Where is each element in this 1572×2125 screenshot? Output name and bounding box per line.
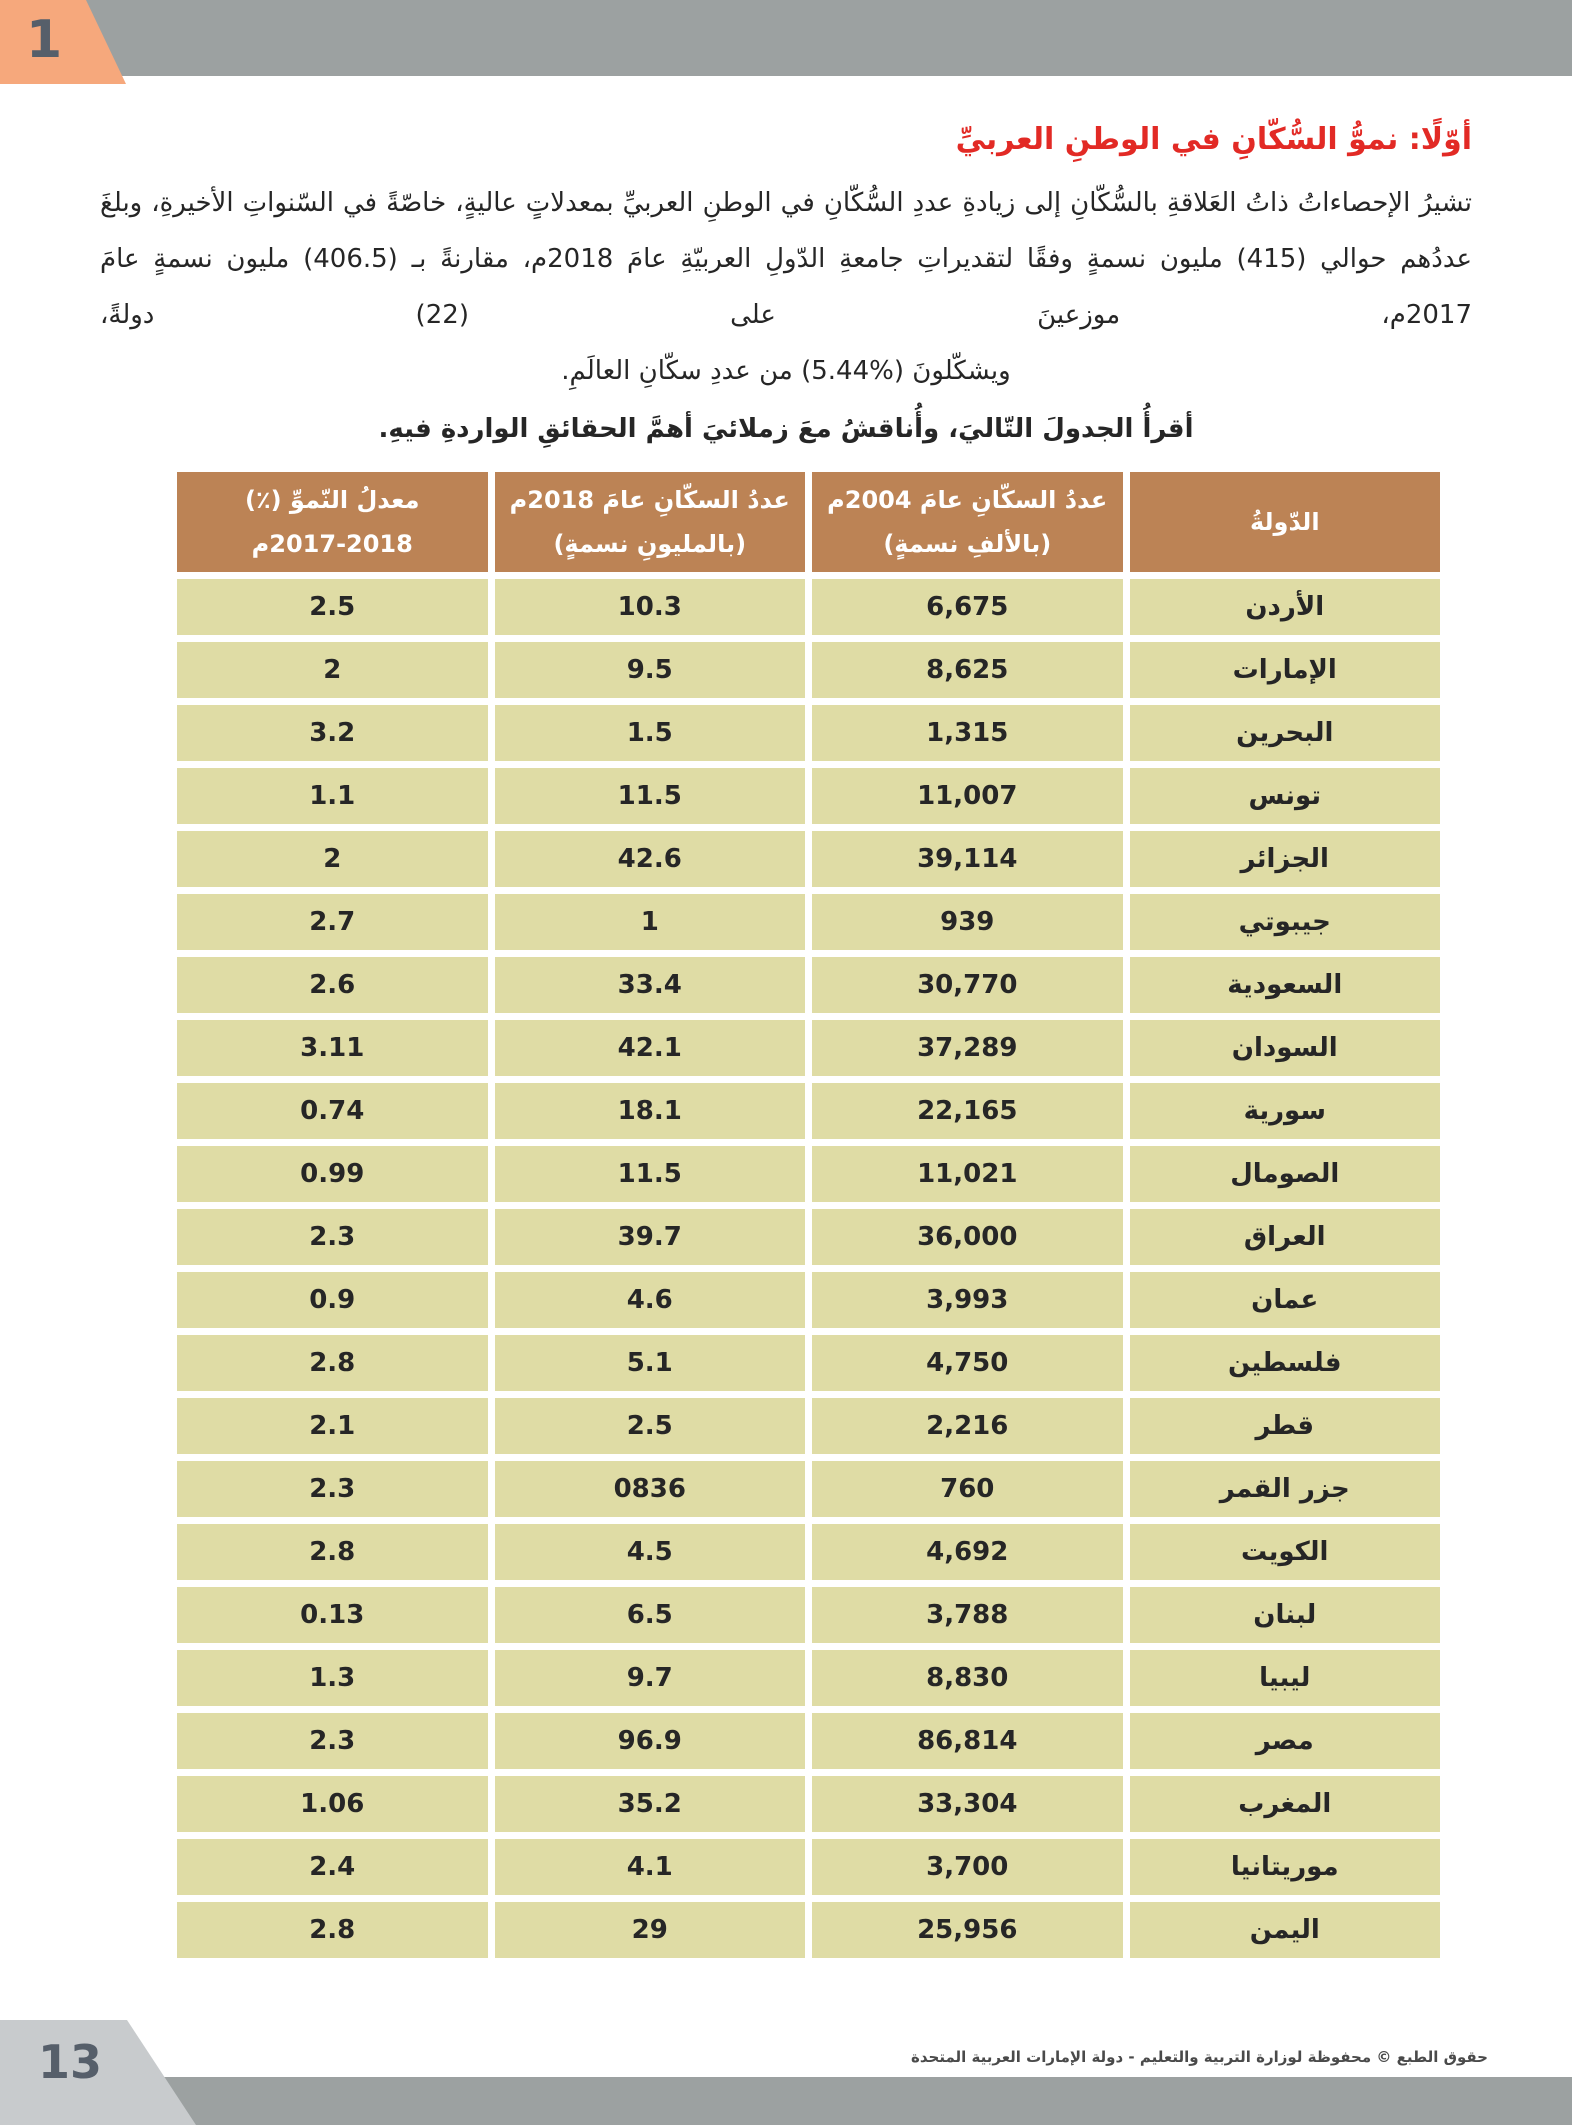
- country-cell: سورية: [1130, 1083, 1441, 1139]
- growth-cell: 0.99: [177, 1146, 488, 1202]
- header-line2: (بالألفِ نسمةٍ): [883, 530, 1052, 558]
- header-line1: عددُ السكّانِ عامَ 2004م: [827, 486, 1108, 514]
- pop2018-cell: 9.5: [495, 642, 806, 698]
- country-cell: جزر القمر: [1130, 1461, 1441, 1517]
- country-cell: الصومال: [1130, 1146, 1441, 1202]
- pop2018-cell: 33.4: [495, 957, 806, 1013]
- pop2018-cell: 2.5: [495, 1398, 806, 1454]
- main-content: [100, 122, 1472, 1965]
- table-row: [177, 1083, 1440, 1139]
- table-row: [177, 705, 1440, 761]
- pop2018-cell: 5.1: [495, 1335, 806, 1391]
- table-row: [177, 1524, 1440, 1580]
- pop2018-cell: 42.6: [495, 831, 806, 887]
- pop2018-cell: 11.5: [495, 768, 806, 824]
- pop2018-cell: 4.6: [495, 1272, 806, 1328]
- pop2018-cell: 18.1: [495, 1083, 806, 1139]
- growth-cell: 1.06: [177, 1776, 488, 1832]
- pop2004-cell: 4,750: [812, 1335, 1123, 1391]
- growth-cell: 2.8: [177, 1902, 488, 1958]
- country-cell: الأردن: [1130, 579, 1441, 635]
- header-line1: معدلُ النّموِّ (٪): [244, 486, 420, 514]
- pop2004-cell: 6,675: [812, 579, 1123, 635]
- pop2004-cell: 25,956: [812, 1902, 1123, 1958]
- header-line1: الدّولةُ: [1249, 508, 1320, 536]
- table-body: [177, 579, 1440, 1958]
- pop2018-cell: 6.5: [495, 1587, 806, 1643]
- growth-cell: 0.13: [177, 1587, 488, 1643]
- growth-cell: 2.3: [177, 1209, 488, 1265]
- population-table: [170, 465, 1447, 1965]
- country-cell: تونس: [1130, 768, 1441, 824]
- growth-cell: 1.3: [177, 1650, 488, 1706]
- header-line2: 2017-2018م: [251, 530, 413, 558]
- page-number-tab: [0, 2020, 210, 2125]
- growth-cell: 0.74: [177, 1083, 488, 1139]
- country-cell: الإمارات: [1130, 642, 1441, 698]
- growth-cell: 1.1: [177, 768, 488, 824]
- table-header-row: [177, 472, 1440, 572]
- intro-paragraph: تشيرُ الإحصاءاتُ ذاتُ العَلاقةِ بالسُّكّانِ إلى زيادةِ عددِ السُّكّانِ في الوطنِ العربيِّ بمعدلاتٍ عاليةٍ، خاصّةً في السّنواتِ الأخيرةِ، وبلغَ عددُهم حوالي (415) مليون نسمةٍ وفقًا لتقديراتِ جامعةِ الدّولِ العربيّةِ عامَ 2018م، مقارنةً بـ (406.5) مليون نسمةٍ عامَ 2017م، موزعينَ على (22) دولةً،: [100, 188, 1472, 330]
- country-cell: المغرب: [1130, 1776, 1441, 1832]
- pop2004-cell: 3,993: [812, 1272, 1123, 1328]
- pop2018-cell: 1.5: [495, 705, 806, 761]
- country-cell: جيبوتي: [1130, 894, 1441, 950]
- section-heading: أوّلًا: نموُّ السُّكّانِ في الوطنِ العربيِّ: [955, 122, 1472, 157]
- country-cell: السعودية: [1130, 957, 1441, 1013]
- pop2018-cell: 35.2: [495, 1776, 806, 1832]
- table-row: [177, 1776, 1440, 1832]
- growth-cell: 2.4: [177, 1839, 488, 1895]
- country-cell: اليمن: [1130, 1902, 1441, 1958]
- pop2018-cell: 11.5: [495, 1146, 806, 1202]
- table-row: [177, 1713, 1440, 1769]
- column-header-country: [1130, 472, 1441, 572]
- table-row: [177, 1902, 1440, 1958]
- growth-cell: 2.3: [177, 1713, 488, 1769]
- growth-cell: 2.8: [177, 1335, 488, 1391]
- country-cell: الجزائر: [1130, 831, 1441, 887]
- table-row: [177, 1839, 1440, 1895]
- table-row: [177, 1020, 1440, 1076]
- pop2004-cell: 11,007: [812, 768, 1123, 824]
- table-row: [177, 1209, 1440, 1265]
- pop2004-cell: 37,289: [812, 1020, 1123, 1076]
- growth-cell: 2: [177, 642, 488, 698]
- country-cell: فلسطين: [1130, 1335, 1441, 1391]
- pop2018-cell: 96.9: [495, 1713, 806, 1769]
- pop2004-cell: 8,625: [812, 642, 1123, 698]
- pop2004-cell: 939: [812, 894, 1123, 950]
- table-row: [177, 1335, 1440, 1391]
- growth-cell: 2.6: [177, 957, 488, 1013]
- pop2004-cell: 39,114: [812, 831, 1123, 887]
- country-cell: الكويت: [1130, 1524, 1441, 1580]
- pop2004-cell: 8,830: [812, 1650, 1123, 1706]
- country-cell: ليبيا: [1130, 1650, 1441, 1706]
- table-row: [177, 1272, 1440, 1328]
- growth-cell: 2.5: [177, 579, 488, 635]
- table-row: [177, 768, 1440, 824]
- pop2018-cell: 4.1: [495, 1839, 806, 1895]
- table-row: [177, 894, 1440, 950]
- column-header-pop2018: [495, 472, 806, 572]
- table-row: [177, 642, 1440, 698]
- pop2004-cell: 3,700: [812, 1839, 1123, 1895]
- table-row: [177, 1587, 1440, 1643]
- pop2018-cell: 39.7: [495, 1209, 806, 1265]
- pop2004-cell: 11,021: [812, 1146, 1123, 1202]
- intro-paragraph-last-line: ويشكّلونَ (%5.44) من عددِ سكّانِ العالَمِ.: [561, 356, 1011, 386]
- header-line2: (بالمليونِ نسمةٍ): [553, 530, 747, 558]
- growth-cell: 3.11: [177, 1020, 488, 1076]
- header-line1: عددُ السكّانِ عامَ 2018م: [509, 486, 790, 514]
- pop2004-cell: 30,770: [812, 957, 1123, 1013]
- growth-cell: 3.2: [177, 705, 488, 761]
- pop2004-cell: 22,165: [812, 1083, 1123, 1139]
- pop2018-cell: 4.5: [495, 1524, 806, 1580]
- pop2018-cell: 9.7: [495, 1650, 806, 1706]
- country-cell: لبنان: [1130, 1587, 1441, 1643]
- growth-cell: 2.3: [177, 1461, 488, 1517]
- country-cell: قطر: [1130, 1398, 1441, 1454]
- copyright-text: حقوق الطبع © محفوظة لوزارة التربية والتعليم - دولة الإمارات العربية المتحدة: [911, 2048, 1488, 2066]
- pop2004-cell: 3,788: [812, 1587, 1123, 1643]
- table-row: [177, 1398, 1440, 1454]
- pop2018-cell: 29: [495, 1902, 806, 1958]
- table-row: [177, 1461, 1440, 1517]
- column-header-pop2004: [812, 472, 1123, 572]
- country-cell: العراق: [1130, 1209, 1441, 1265]
- table-row: [177, 579, 1440, 635]
- country-cell: البحرين: [1130, 705, 1441, 761]
- pop2018-cell: 10.3: [495, 579, 806, 635]
- table-instruction: أقرأُ الجدولَ التّاليَ، وأُناقشُ معَ زملائيَ أهمَّ الحقائقِ الواردةِ فيهِ.: [378, 414, 1194, 444]
- unit-number: 1: [26, 10, 63, 70]
- pop2018-cell: 0836: [495, 1461, 806, 1517]
- country-cell: عمان: [1130, 1272, 1441, 1328]
- growth-cell: 2: [177, 831, 488, 887]
- pop2004-cell: 86,814: [812, 1713, 1123, 1769]
- pop2004-cell: 33,304: [812, 1776, 1123, 1832]
- footer-bar: [0, 2077, 1572, 2125]
- table-row: [177, 957, 1440, 1013]
- top-banner-bar: [0, 0, 1572, 76]
- pop2004-cell: 1,315: [812, 705, 1123, 761]
- growth-cell: 2.1: [177, 1398, 488, 1454]
- growth-cell: 2.8: [177, 1524, 488, 1580]
- table-row: [177, 1650, 1440, 1706]
- pop2018-cell: 42.1: [495, 1020, 806, 1076]
- country-cell: موريتانيا: [1130, 1839, 1441, 1895]
- page-number: 13: [38, 2035, 103, 2089]
- pop2004-cell: 760: [812, 1461, 1123, 1517]
- country-cell: السودان: [1130, 1020, 1441, 1076]
- table-row: [177, 1146, 1440, 1202]
- country-cell: مصر: [1130, 1713, 1441, 1769]
- table-row: [177, 831, 1440, 887]
- column-header-growth: [177, 472, 488, 572]
- growth-cell: 0.9: [177, 1272, 488, 1328]
- pop2004-cell: 2,216: [812, 1398, 1123, 1454]
- pop2004-cell: 4,692: [812, 1524, 1123, 1580]
- growth-cell: 2.7: [177, 894, 488, 950]
- pop2004-cell: 36,000: [812, 1209, 1123, 1265]
- pop2018-cell: 1: [495, 894, 806, 950]
